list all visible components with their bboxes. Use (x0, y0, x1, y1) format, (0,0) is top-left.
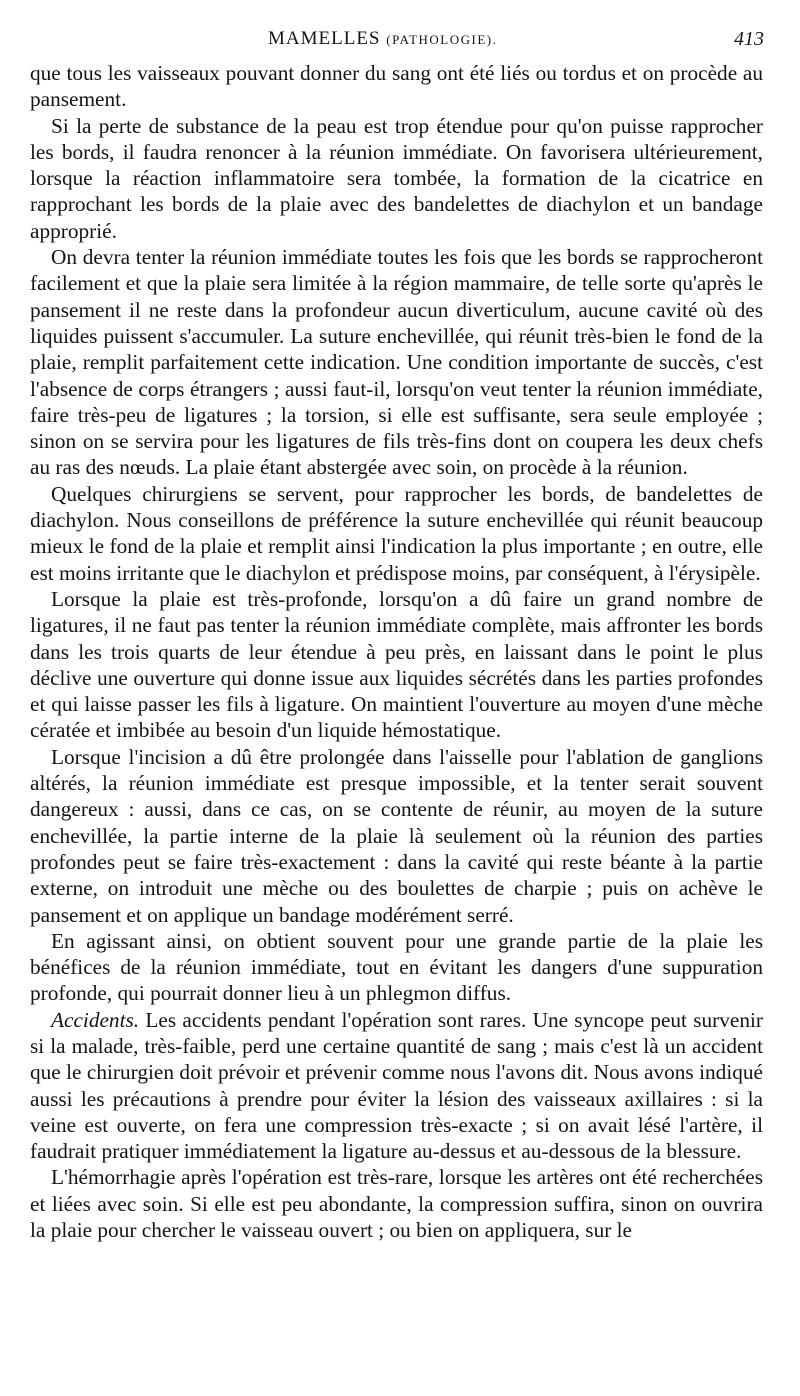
paragraph: En agissant ainsi, on obtient souvent pour une grande partie de la plaie les bénéfices de la réunion immédiate, tout en évitant les dangers d'une suppuration profonde, qui pourrait donner lieu à un phlegmon diffus. (30, 928, 763, 1006)
paragraph-accidents-text: Les accidents pendant l'opération sont rares. Une syncope peut survenir si la malade, très-faible, perd une certaine quantité de sang ; mais c'est là un accident que le chirurgien doit prévoir et prévenir comme nous l'avons dit. Nous avons indiqué aussi les précautions à prendre pour éviter la lésion des vaisseaux axillaires : si la veine est ouverte, on fera une compression très-exacte ; si on avait lésé l'artère, il faudrait pratiquer immédiatement la ligature au-dessus et au-dessous de la blessure. (30, 1007, 764, 1164)
running-title-sub: (PATHOLOGIE). (386, 32, 498, 47)
paragraph: Lorsque la plaie est très-profonde, lorsqu'on a dû faire un grand nombre de ligatures, il ne faut pas tenter la réunion immédiate complète, mais affronter les bords dans les trois quarts de leur étendue à peu près, en laissant dans le point le plus déclive une ouverture qui donne issue aux liquides sécrétés dans les parties profondes et qui laisse passer les fils à ligature. On maintient l'ouverture au moyen d'une mèche cératée et imbibée au besoin d'un liquide hémostatique. (30, 586, 763, 743)
paragraph: Si la perte de substance de la peau est trop étendue pour qu'on puisse rapprocher les bords, il faudra renoncer à la réunion immédiate. On favorisera ultérieurement, lorsque la réaction inflammatoire sera tombée, la formation de la cicatrice en rapprochant les bords de la plaie avec des bandelettes de diachylon et un bandage approprié. (30, 113, 763, 243)
running-title-main: MAMELLES (268, 28, 381, 49)
page-number: 413 (734, 28, 764, 50)
running-header (0, 28, 800, 58)
paragraph: L'hémorrhagie après l'opération est très-rare, lorsque les artères ont été recherchées et liées avec soin. Si elle est peu abondante, la compression suffira, sinon on ouvrira la plaie pour chercher le vaisseau ouvert ; ou bien on appliquera, sur le (30, 1165, 763, 1243)
running-title (268, 28, 497, 50)
inline-heading-accidents: Accidents. (51, 1007, 140, 1032)
paragraph: Quelques chirurgiens se servent, pour rapprocher les bords, de bandelettes de diachylon. Nous conseillons de préférence la suture enchevillée qui réunit beaucoup mieux le fond de la plaie et remplit ainsi l'indication la plus importante ; en outre, elle est moins irritante que le diachylon et prédispose moins, par conséquent, à l'érysipèle. (30, 481, 763, 585)
paragraph: Lorsque l'incision a dû être prolongée dans l'aisselle pour l'ablation de ganglions altérés, la réunion immédiate est presque impossible, et la tenter serait souvent dangereux : aussi, dans ce cas, on se contente de réunir, au moyen de la suture enchevillée, la partie interne de la plaie là seulement où la réunion des parties profondes peut se faire très-exactement : dans la cavité qui reste béante à la partie externe, on introduit une mèche ou des boulettes de charpie ; puis on achève le pansement et on applique un bandage modérément serré. (30, 744, 763, 927)
paragraph: On devra tenter la réunion immédiate toutes les fois que les bords se rapprocheront facilement et que la plaie sera limitée à la région mammaire, de telle sorte qu'après le pansement il ne reste dans la profondeur aucun diverticulum, aucune cavité où des liquides puissent s'accumuler. La suture enchevillée, qui réunit très-bien le fond de la plaie, remplit parfaitement cette indication. Une condition importante de succès, c'est l'absence de corps étrangers ; aussi faut-il, lorsqu'on veut tenter la réunion immédiate, faire très-peu de ligatures ; la torsion, si elle est suffisante, sera seule employée ; sinon on se servira pour les ligatures de fils très-fins dont on coupera les deux chefs au ras des nœuds. La plaie étant abstergée avec soin, on procède à la réunion. (30, 245, 763, 480)
paragraph-continuation: que tous les vaisseaux pouvant donner du sang ont été liés ou tordus et on procède au pansement. (30, 61, 763, 112)
body-text (30, 60, 763, 1243)
paragraph-accidents (30, 1007, 763, 1165)
